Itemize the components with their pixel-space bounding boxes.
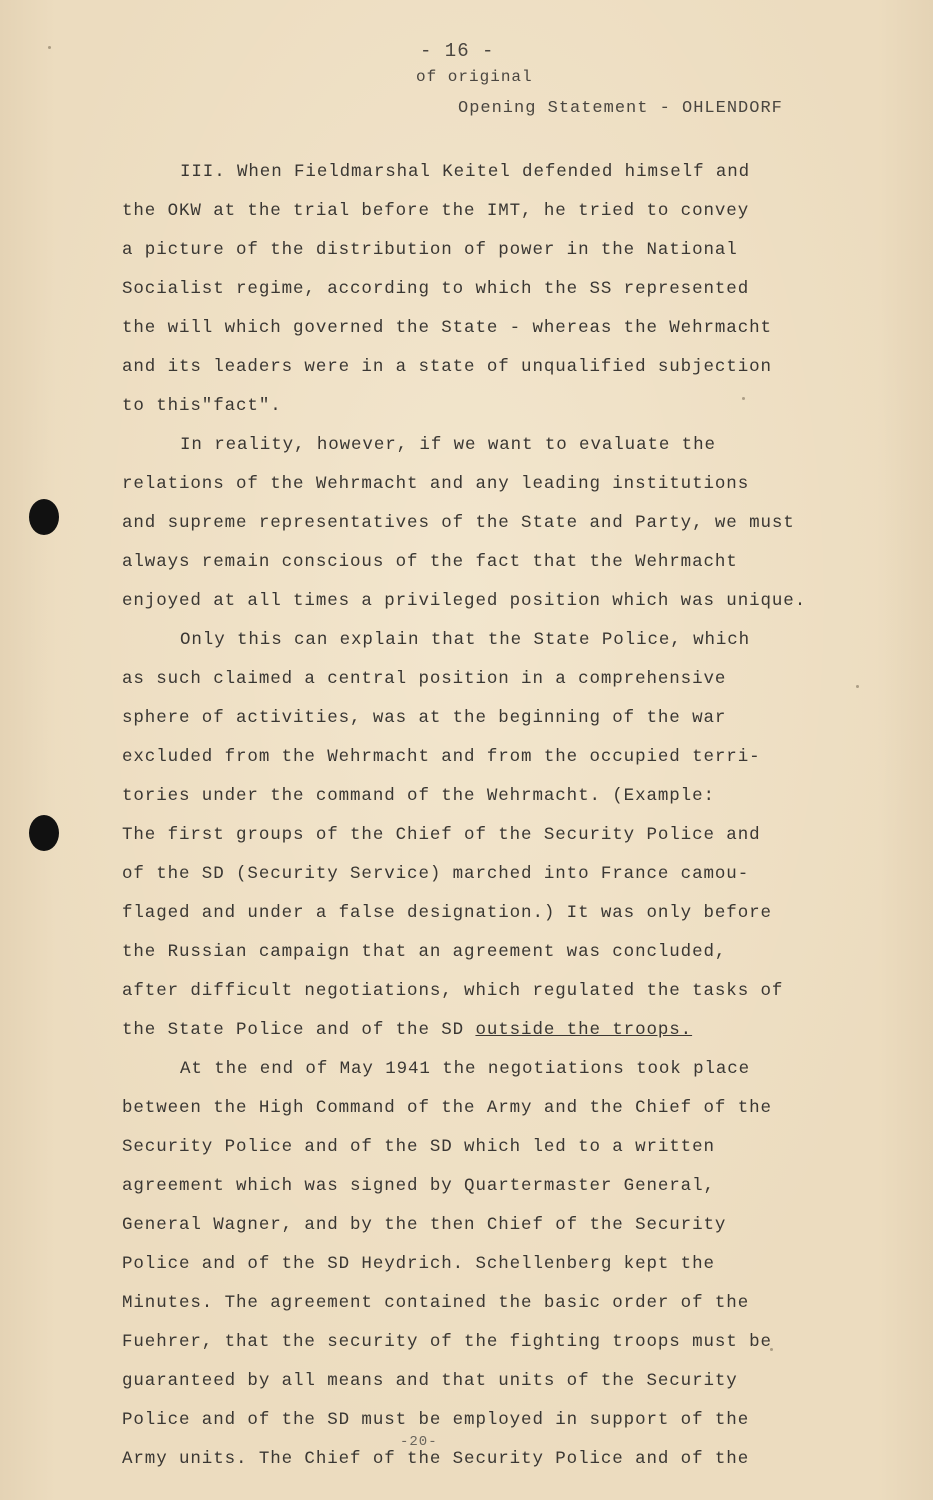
text-line — [122, 504, 822, 543]
punch-hole-top — [29, 499, 59, 535]
text-line-content: Fuehrer, that the security of the fighting troops must be — [122, 1332, 772, 1352]
text-line — [122, 1284, 822, 1323]
text-line-content: sphere of activities, was at the beginning of the war — [122, 708, 727, 728]
text-line — [122, 1401, 822, 1440]
text-line — [122, 270, 822, 309]
text-line — [122, 1245, 822, 1284]
text-line-content: always remain conscious of the fact that the Wehrmacht — [122, 552, 738, 572]
text-line-content: Army units. The Chief of the Security Police and of the — [122, 1449, 750, 1469]
text-line — [122, 543, 822, 582]
text-line-content: of the SD (Security Service) marched into France camou- — [122, 864, 750, 884]
text-line — [122, 972, 822, 1011]
text-line-content: In reality, however, if we want to evaluate the — [180, 435, 716, 455]
paper-speck — [856, 685, 859, 688]
text-line-content: flaged and under a false designation.) It was only before — [122, 903, 772, 923]
text-line-content: and its leaders were in a state of unqualified subjection — [122, 357, 772, 377]
text-line — [122, 1323, 822, 1362]
text-line-content: a picture of the distribution of power in the National — [122, 240, 738, 260]
underlined-phrase: outside the troops. — [475, 1020, 693, 1040]
text-line — [122, 387, 822, 426]
text-line — [122, 621, 822, 660]
text-line — [122, 426, 822, 465]
text-line — [122, 1011, 822, 1050]
text-line — [122, 1206, 822, 1245]
page-number: - 16 - — [420, 40, 495, 62]
text-line-content: Police and of the SD Heydrich. Schellenberg kept the — [122, 1254, 715, 1274]
text-line — [122, 699, 822, 738]
text-line-content: relations of the Wehrmacht and any leading institutions — [122, 474, 750, 494]
text-line — [122, 231, 822, 270]
text-line-content: guaranteed by all means and that units of the Security — [122, 1371, 738, 1391]
text-line-content: the Russian campaign that an agreement was concluded, — [122, 942, 727, 962]
text-line — [122, 816, 822, 855]
text-line — [122, 465, 822, 504]
text-line-content: General Wagner, and by the then Chief of the Security — [122, 1215, 727, 1235]
text-line — [122, 582, 822, 621]
text-line-content: Police and of the SD must be employed in support of the — [122, 1410, 750, 1430]
text-line — [122, 855, 822, 894]
document-title: Opening Statement - OHLENDORF — [458, 99, 783, 118]
text-line — [122, 1362, 822, 1401]
text-line-content: tories under the command of the Wehrmacht. (Example: — [122, 786, 715, 806]
text-line-content: Only this can explain that the State Police, which — [180, 630, 751, 650]
text-line-content: Socialist regime, according to which the SS represented — [122, 279, 750, 299]
text-line-content: agreement which was signed by Quartermaster General, — [122, 1176, 715, 1196]
text-line — [122, 309, 822, 348]
text-line-content: and supreme representatives of the State and Party, we must — [122, 513, 795, 533]
text-line — [122, 153, 822, 192]
text-line-content: At the end of May 1941 the negotiations took place — [180, 1059, 751, 1079]
text-line — [122, 1128, 822, 1167]
text-line-content: The first groups of the Chief of the Security Police and — [122, 825, 761, 845]
text-line — [122, 192, 822, 231]
text-line — [122, 1440, 822, 1479]
text-line-content: the OKW at the trial before the IMT, he tried to convey — [122, 201, 750, 221]
text-line — [122, 777, 822, 816]
body-text — [122, 153, 822, 1479]
text-line — [122, 348, 822, 387]
text-line — [122, 1167, 822, 1206]
text-line-content: between the High Command of the Army and the Chief of the — [122, 1098, 772, 1118]
page-subtitle: of original — [416, 68, 533, 86]
text-line — [122, 1089, 822, 1128]
punch-hole-bottom — [29, 815, 59, 851]
text-line — [122, 738, 822, 777]
text-line — [122, 933, 822, 972]
text-line-content: Minutes. The agreement contained the basic order of the — [122, 1293, 750, 1313]
text-line — [122, 1050, 822, 1089]
text-line-content: excluded from the Wehrmacht and from the occupied terri- — [122, 747, 761, 767]
footer-page-mark: -20- — [400, 1434, 438, 1450]
text-line-content: the State Police and of the SD — [122, 1020, 476, 1040]
text-line-content: after difficult negotiations, which regulated the tasks of — [122, 981, 784, 1001]
text-line-content: the will which governed the State - whereas the Wehrmacht — [122, 318, 772, 338]
text-line-content: to this"fact". — [122, 396, 282, 416]
text-line — [122, 894, 822, 933]
paper-speck — [48, 46, 51, 49]
text-line-content: enjoyed at all times a privileged position which was unique. — [122, 591, 807, 611]
text-line-content: Security Police and of the SD which led to a written — [122, 1137, 715, 1157]
text-line — [122, 660, 822, 699]
text-line-content: III. When Fieldmarshal Keitel defended himself and — [180, 162, 751, 182]
text-line-content: as such claimed a central position in a comprehensive — [122, 669, 727, 689]
